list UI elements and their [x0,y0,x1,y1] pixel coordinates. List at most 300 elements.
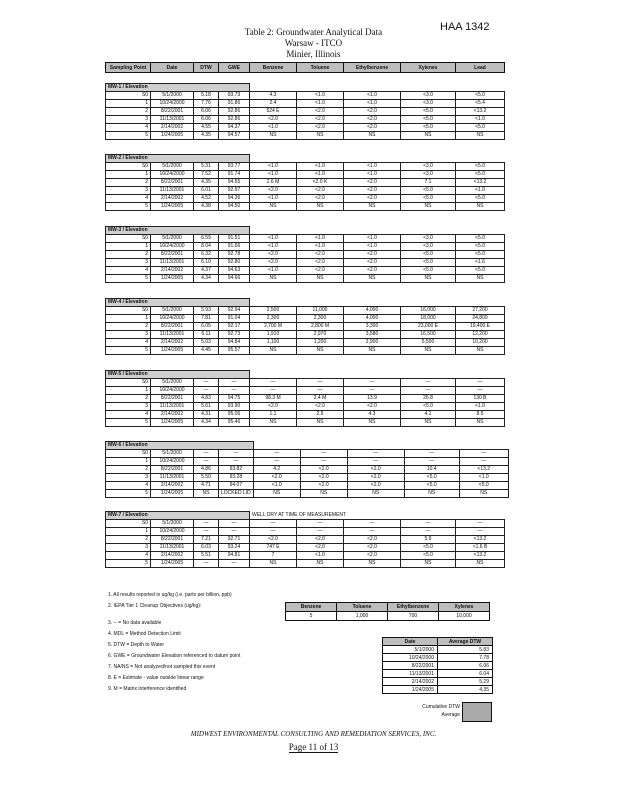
table-cell: 4.34 [194,419,219,427]
table-cell: <5.0 [456,92,505,100]
table-cell: 4.31 [194,411,219,419]
table-cell: NS [344,203,401,211]
table-cell: NS [459,490,508,498]
table-cell: 91.66 [219,243,250,251]
table-cell: 2/14/2002 [151,482,194,490]
table-cell: 6.06 [194,108,219,116]
table-cell: S0 [106,307,151,315]
table-cell: — [250,387,297,395]
table-cell: 1,200 [297,339,344,347]
table-cell: 1 [106,315,151,323]
table-row [106,403,505,411]
table-cell: NS [456,419,505,427]
table-cell: <1.6 B [456,544,505,552]
cleanup-value: 700 [388,612,439,621]
table-cell: 10/24/2000 [151,171,194,179]
table-cell: 93.28 [219,474,254,482]
dtw-cell: 10/24/2000 [383,654,438,662]
table-cell: 2.6 M [250,179,297,187]
table-cell: <2.0 [297,187,344,195]
table-cell: 3,300 [344,323,401,331]
table-cell: — [297,520,344,528]
table-cell: <13.2 [456,536,505,544]
cleanup-header: Xylenes [439,603,490,612]
table-cell: NS [401,203,456,211]
well-table [105,154,505,211]
table-cell: 2 [106,179,151,187]
table-cell: <5.0 [401,259,456,267]
table-cell: 8/22/2001 [151,108,194,116]
table-cell: 94.84 [219,339,250,347]
table-cell: <3.0 [401,235,456,243]
table-cell: 11,000 [297,307,344,315]
table-cell: 95.57 [219,347,250,355]
site-location: Minier, Illinois [286,49,341,59]
table-cell: 2,970 [297,331,344,339]
table-cell: 10/24/2000 [151,243,194,251]
table-row [106,195,505,203]
table-cell: 1.1 [250,411,297,419]
note-item: 7. NA/NS = Not analyzed/not sampled this event [108,664,216,670]
table-cell: 92.94 [219,307,250,315]
table-cell: 7.21 [194,536,219,544]
table-cell: S0 [106,379,151,387]
table-row [106,124,505,132]
table-row [106,347,505,355]
table-cell: <2.0 [250,403,297,411]
table-cell: 94.57 [219,132,250,140]
table-cell: 4.3 [250,92,297,100]
table-cell: <5.0 [401,108,456,116]
table-row [106,552,505,560]
table-cell: 94.66 [219,275,250,283]
table-cell: <2.0 [344,251,401,259]
table-cell: 4 [106,124,151,132]
note-item: 8. E = Estimate - value outside linear range [108,675,204,681]
cleanup-value: 5 [286,612,337,621]
table-cell: <1.0 [456,403,505,411]
table-cell: 23,000 E [401,323,456,331]
table-cell: <2.0 [297,116,344,124]
dtw-cell: 6.06 [438,662,493,670]
table-row [106,474,509,482]
table-cell: <5.0 [456,235,505,243]
table-cell: 4.45 [194,347,219,355]
column-header: DTW [194,63,219,73]
table-cell: 4.37 [194,267,219,275]
table-cell: 2 [106,108,151,116]
table-cell: 2/14/2002 [151,195,194,203]
table-cell: <1.0 [344,235,401,243]
table-cell: — [194,528,219,536]
table-cell: 2.4 M [297,395,344,403]
table-cell: 7.1 [401,179,456,187]
table-row [106,450,509,458]
well-table [105,511,505,568]
table-cell: 5,500 [401,339,456,347]
table-cell: 2.9 [297,411,344,419]
cleanup-header: Toluene [337,603,388,612]
table-cell: 3 [106,544,151,552]
table-cell: — [344,528,401,536]
table-cell: <5.0 [456,267,505,275]
table-cell: 8.04 [194,243,219,251]
table-row [106,179,505,187]
average-label: Average [441,712,460,718]
table-cell: <2.0 [297,195,344,203]
well-table [105,226,505,283]
table-cell: 4.86 [194,466,219,474]
table-cell: — [456,528,505,536]
dtw-header: Date [383,638,438,646]
table-cell: <13.2 [456,179,505,187]
table-cell: <2.0 [344,187,401,195]
table-cell: 4.38 [194,203,219,211]
table-cell: 1/24/2005 [151,275,194,283]
table-cell: 2,900 [344,339,401,347]
note-item: 2. IEPA Tier 1 Cleanup Objectives (ug/kg): [108,603,202,609]
table-cell: <2.0 [297,544,344,552]
table-cell: 10/24/2000 [151,458,194,466]
table-cell: <2.0 [347,474,404,482]
table-row [106,243,505,251]
table-cell: — [401,387,456,395]
table-cell: <1.0 [250,124,297,132]
footer-company: MIDWEST ENVIRONMENTAL CONSULTING AND REMEDIATION SERVICES, INC. [190,730,437,738]
table-cell: 4.2 [253,466,300,474]
table-cell: 94.37 [219,124,250,132]
table-cell: — [250,379,297,387]
table-cell: 10/24/2000 [151,387,194,395]
table-cell: 93.77 [219,163,250,171]
table-cell: 747 E [250,544,297,552]
table-cell: NS [456,275,505,283]
table-cell: — [297,379,344,387]
table-cell: 7.81 [194,315,219,323]
table-cell: 1/24/2005 [151,419,194,427]
note-item: 4. MDL = Method Detection Limit [108,631,181,637]
table-cell: 8/22/2001 [151,323,194,331]
table-title: Table 2: Groundwater Analytical Data [244,27,383,37]
table-row [106,528,505,536]
table-cell: <5.4 [456,100,505,108]
table-cell: <1.0 [250,163,297,171]
table-cell: <5.0 [401,552,456,560]
table-cell: — [401,528,456,536]
table-cell: 3 [106,187,151,195]
table-cell: — [300,450,347,458]
table-cell: <2.0 [297,124,344,132]
table-cell: NS [344,132,401,140]
table-cell: 4.52 [194,195,219,203]
table-cell: 1,910 [250,331,297,339]
table-cell: <5.0 [456,243,505,251]
table-row [106,490,509,498]
table-cell: <2.0 [253,474,300,482]
table-cell: <2.0 [250,251,297,259]
table-row [106,379,505,387]
well-header: MW-1 / Elevation [106,84,250,92]
table-cell: <2.0 [250,259,297,267]
table-row [383,670,493,678]
table-row [106,163,505,171]
table-cell: 5/1/2000 [151,379,194,387]
table-cell: NS [297,275,344,283]
table-cell: — [456,520,505,528]
table-cell: <2.0 [347,482,404,490]
table-cell: 1/24/2005 [151,490,194,498]
table-cell: 4.55 [194,124,219,132]
table-cell: NS [344,275,401,283]
table-row [106,466,509,474]
table-cell: 4 [106,267,151,275]
table-cell: 5.93 [194,307,219,315]
table-cell: 5 [106,347,151,355]
table-row [106,458,509,466]
table-cell: 2,800 M [297,323,344,331]
table-cell: S0 [106,92,151,100]
table-cell: 5.31 [194,163,219,171]
table-cell: NS [456,203,505,211]
table-cell: 10,200 [456,339,505,347]
table-cell: 8.5 [456,411,505,419]
table-cell: — [401,379,456,387]
table-cell: <5.0 [401,267,456,275]
table-cell: NS [347,490,404,498]
table-cell: 4 [106,195,151,203]
table-cell: 98.3 M [250,395,297,403]
table-row [383,646,493,654]
table-cell: 3 [106,403,151,411]
table-cell: 5/1/2000 [151,92,194,100]
table-cell: <5.0 [456,171,505,179]
table-cell: 4,000 [344,307,401,315]
table-cell: 8/22/2001 [151,251,194,259]
table-cell: — [297,387,344,395]
table-cell: NS [194,490,219,498]
table-cell: <2.0 [344,195,401,203]
table-cell: 6.10 [194,259,219,267]
table-cell: <5.0 [401,544,456,552]
table-cell: 92.17 [219,323,250,331]
table-cell: NS [297,419,344,427]
dtw-cell: 4.35 [438,686,493,694]
table-cell: 5 [106,203,151,211]
dtw-cell: 7.78 [438,654,493,662]
table-cell: 1 [106,528,151,536]
table-cell: — [459,458,508,466]
table-cell: NS [401,560,456,568]
table-cell: 19,400 E [456,323,505,331]
table-cell: 5 [106,560,151,568]
table-cell: — [219,528,250,536]
table-cell: — [297,528,344,536]
table-cell: S0 [106,235,151,243]
table-cell: 1 [106,100,151,108]
table-cell: 12,200 [456,331,505,339]
table-cell: 5/1/2000 [151,307,194,315]
table-cell: 5/1/2000 [151,520,194,528]
table-cell: <2.0 [250,536,297,544]
dtw-cell: 8/22/2001 [383,662,438,670]
table-cell: — [194,458,219,466]
table-cell: <2.0 [344,267,401,275]
table-cell: 4 [106,411,151,419]
table-cell: NS [250,347,297,355]
table-row [106,187,505,195]
table-row [383,662,493,670]
table-cell: — [219,379,250,387]
table-cell: 11/13/2001 [151,259,194,267]
table-cell: NS [253,490,300,498]
table-cell: <5.0 [401,251,456,259]
table-cell: 6.32 [194,251,219,259]
well-header: MW-3 / Elevation [106,227,250,235]
column-header-row [105,62,505,73]
table-cell: — [219,560,250,568]
table-cell: <5.0 [401,187,456,195]
table-row [106,411,505,419]
table-cell: 11/13/2001 [151,187,194,195]
table-row [106,100,505,108]
table-subtitle: Warsaw - ITCO [284,38,343,48]
table-cell: 8/22/2001 [151,179,194,187]
table-cell: <3.0 [401,100,456,108]
table-cell: 10/24/2000 [151,528,194,536]
table-cell: 5 [106,490,151,498]
table-cell: <2.0 [344,116,401,124]
table-cell: <1.0 [297,100,344,108]
table-row [106,419,505,427]
table-cell: — [459,450,508,458]
table-cell: 92.97 [219,187,250,195]
table-cell: 92.78 [219,251,250,259]
table-cell: 2.4 [250,100,297,108]
table-cell: NS [404,490,459,498]
dtw-cell: 6.04 [438,670,493,678]
table-cell: — [194,387,219,395]
table-row [106,116,505,124]
dtw-summary-labels [388,703,460,719]
table-cell: 93.82 [219,466,254,474]
table-cell: 10.4 [404,466,459,474]
table-row [106,108,505,116]
column-header: Xylenes [401,63,456,73]
table-cell: 2 [106,251,151,259]
table-cell: S0 [106,163,151,171]
table-cell: 95.46 [219,419,250,427]
table-cell: 94.81 [219,552,250,560]
table-cell: <5.0 [459,482,508,490]
table-cell: 5 [106,275,151,283]
table-cell: <1.0 [250,171,297,179]
table-cell: 94.36 [219,195,250,203]
table-cell: 94.55 [219,179,250,187]
table-cell: NS [456,347,505,355]
table-cell: 91.04 [219,315,250,323]
table-cell: 92.86 [219,108,250,116]
table-cell: <5.0 [456,124,505,132]
table-cell: — [344,379,401,387]
well-header: MW-5 / Elevation [106,371,250,379]
table-cell: <1.0 [297,171,344,179]
table-row [106,275,505,283]
note-item: 1. All results reported in ug/kg (i.e. parts per billion, ppb) [108,592,232,598]
document-id: HAA 1342 [440,21,490,33]
table-cell: 524 E [250,108,297,116]
table-row [106,339,505,347]
dtw-cell: 1/24/2005 [383,686,438,694]
table-cell: <5.0 [456,251,505,259]
table-cell: <2.0 [300,482,347,490]
table-cell: NS [297,560,344,568]
table-cell: <2.0 [344,179,401,187]
table-cell: — [194,379,219,387]
table-cell: 13.9 [344,395,401,403]
table-cell: 3 [106,259,151,267]
note-item: 9. M = Matrix interference identified [108,686,187,692]
table-cell: <1.0 [253,482,300,490]
table-cell: 11/13/2001 [151,474,194,482]
table-cell: 6.11 [194,331,219,339]
well-table [105,83,505,140]
table-cell: <2.0 [250,187,297,195]
table-cell: 4,000 [344,315,401,323]
table-cell: NS [297,203,344,211]
table-cell: 6.01 [194,187,219,195]
footer-page [0,742,627,752]
cleanup-value: 1,000 [337,612,388,621]
table-cell: <1.0 [456,187,505,195]
table-cell: 4.34 [194,275,219,283]
table-row [106,395,505,403]
table-cell: 4 [106,552,151,560]
table-cell: 93.24 [219,544,250,552]
table-cell: <2.0 [344,552,401,560]
table-cell: <2.0 [344,544,401,552]
dtw-cell: 5.83 [438,646,493,654]
table-cell: 94.75 [219,395,250,403]
table-cell: 16,500 [401,331,456,339]
table-cell: — [401,520,456,528]
table-cell: — [194,520,219,528]
table-cell: 5.51 [194,552,219,560]
dtw-cell: 11/13/2001 [383,670,438,678]
table-cell: <1.0 [297,552,344,560]
table-cell: 5.18 [194,92,219,100]
well-table [105,298,505,355]
table-row [106,235,505,243]
table-cell: 8/22/2001 [151,536,194,544]
table-cell: 5 [106,132,151,140]
table-cell: <2.0 [250,116,297,124]
title-block [0,27,627,60]
table-cell: 92.73 [219,331,250,339]
table-cell: <1.0 [344,163,401,171]
table-cell: 1/24/2005 [151,347,194,355]
table-cell: <1.6 [456,259,505,267]
table-cell: 91.86 [219,100,250,108]
table-row [106,387,505,395]
table-row [383,654,493,662]
table-cell: NS [250,275,297,283]
column-header: Sampling Point [106,63,151,73]
table-cell: <2.0 [344,536,401,544]
table-row [106,536,505,544]
table-row [383,678,493,686]
table-row [106,267,505,275]
table-cell: 6.05 [194,323,219,331]
